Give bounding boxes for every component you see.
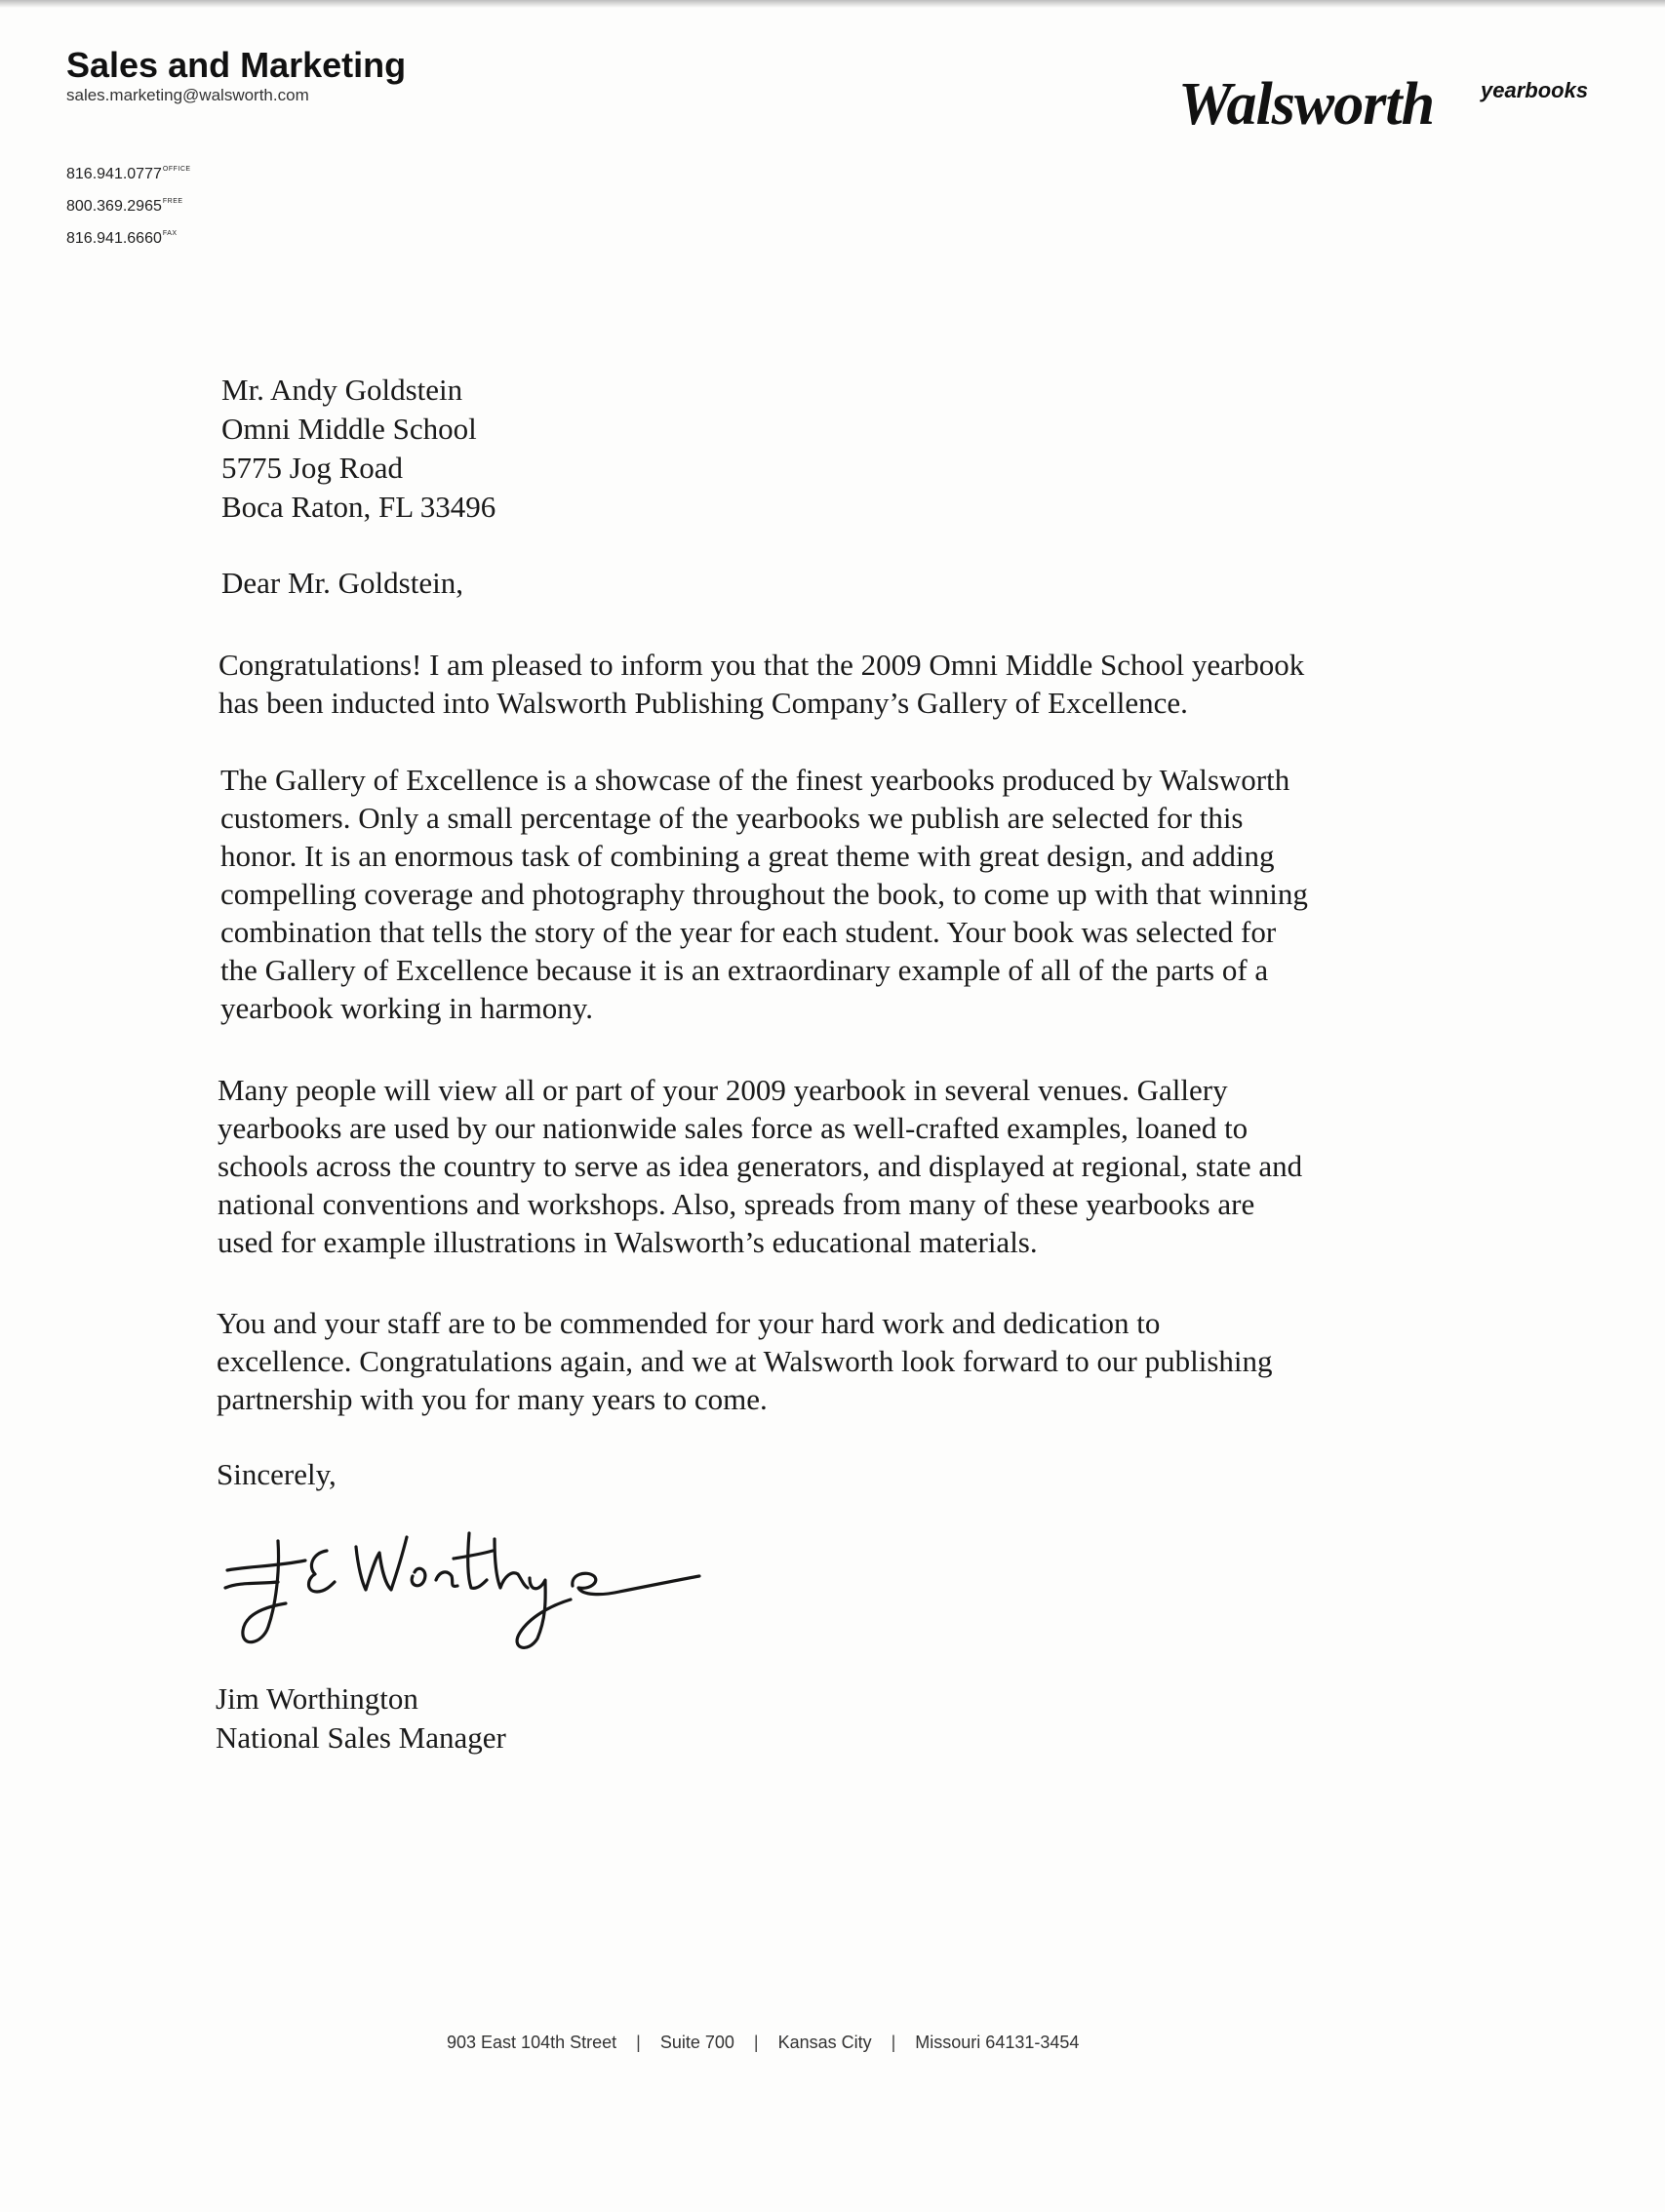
footer-separator: | (636, 2033, 641, 2052)
footer-city: Kansas City (777, 2033, 872, 2052)
paragraph-line: the Gallery of Excellence because it is an extraordinary example of all of the parts of a (220, 953, 1269, 987)
footer-separator: | (891, 2033, 896, 2052)
phone-number: 800.369.2965 (66, 198, 162, 215)
department-title: Sales and Marketing (66, 45, 407, 85)
closing: Sincerely, (217, 1457, 337, 1491)
signer-title: National Sales Manager (216, 1720, 506, 1755)
paragraph-4 (217, 1304, 1485, 1418)
paragraph-line: Congratulations! I am pleased to inform you that the 2009 Omni Middle School yearbook (218, 648, 1305, 682)
paragraph-line: customers. Only a small percentage of the yearbooks we publish are selected for this (220, 801, 1244, 835)
signer-name: Jim Worthington (216, 1681, 418, 1716)
paragraph-line: combination that tells the story of the year for each student. Your book was selected for (220, 915, 1277, 949)
logo-wordmark: Walsworth (1178, 71, 1435, 138)
phone-label: FAX (162, 230, 178, 237)
phone-number: 816.941.0777 (66, 166, 162, 182)
paragraph-line: used for example illustrations in Walsworth’s educational materials. (218, 1225, 1038, 1259)
footer-suite: Suite 700 (659, 2033, 734, 2052)
walsworth-logo (1178, 70, 1589, 139)
paragraph-line: excellence. Congratulations again, and we at Walsworth look forward to our publishing (217, 1344, 1273, 1378)
recipient-organization: Omni Middle School (221, 412, 477, 446)
paragraph-line: partnership with you for many years to come. (217, 1382, 768, 1416)
paragraph-line: yearbooks are used by our nationwide sales force as well-crafted examples, loaned to (218, 1111, 1249, 1145)
paragraph-line: The Gallery of Excellence is a showcase of the finest yearbooks produced by Walsworth (220, 763, 1290, 797)
paragraph-line: Many people will view all or part of your 2009 yearbook in several venues. Gallery (218, 1073, 1228, 1107)
phone-number: 816.941.6660 (66, 230, 162, 247)
scan-edge (0, 0, 1665, 8)
recipient-city: Boca Raton, FL 33496 (221, 490, 496, 524)
salutation: Dear Mr. Goldstein, (221, 566, 463, 600)
logo-subtitle: yearbooks (1481, 78, 1589, 102)
paragraph-line: You and your staff are to be commended for your hard work and dedication to (217, 1306, 1161, 1340)
footer-address (447, 2033, 1079, 2053)
department-email: sales.marketing@walsworth.com (66, 86, 309, 104)
paragraph-line: honor. It is an enormous task of combining a great theme with great design, and adding (220, 839, 1275, 873)
phone-list (66, 156, 191, 253)
paragraph-line: compelling coverage and photography throughout the book, to come up with that winning (220, 877, 1308, 911)
paragraph-1 (218, 646, 1487, 722)
paragraph-line: schools across the country to serve as idea generators, and displayed at regional, state and (218, 1149, 1303, 1183)
signer-block (216, 1679, 506, 1758)
phone-office (66, 156, 191, 188)
recipient-street: 5775 Jog Road (221, 451, 403, 485)
phone-free (66, 188, 191, 220)
phone-label: OFFICE (162, 166, 191, 173)
paragraph-2 (220, 761, 1488, 1027)
paragraph-line: national conventions and workshops. Also, spreads from many of these yearbooks are (218, 1187, 1255, 1221)
footer-state-zip: Missouri 64131-3454 (915, 2033, 1080, 2052)
signature-image (219, 1502, 707, 1658)
paragraph-line: yearbook working in harmony. (220, 991, 593, 1025)
paragraph-line: has been inducted into Walsworth Publishing Company’s Gallery of Excellence. (218, 686, 1188, 720)
phone-label: FREE (162, 198, 183, 205)
footer-separator: | (753, 2033, 759, 2052)
recipient-address (221, 371, 496, 527)
recipient-name: Mr. Andy Goldstein (221, 373, 463, 407)
footer-street: 903 East 104th Street (447, 2033, 617, 2052)
paragraph-3 (218, 1071, 1486, 1261)
phone-fax (66, 220, 191, 253)
